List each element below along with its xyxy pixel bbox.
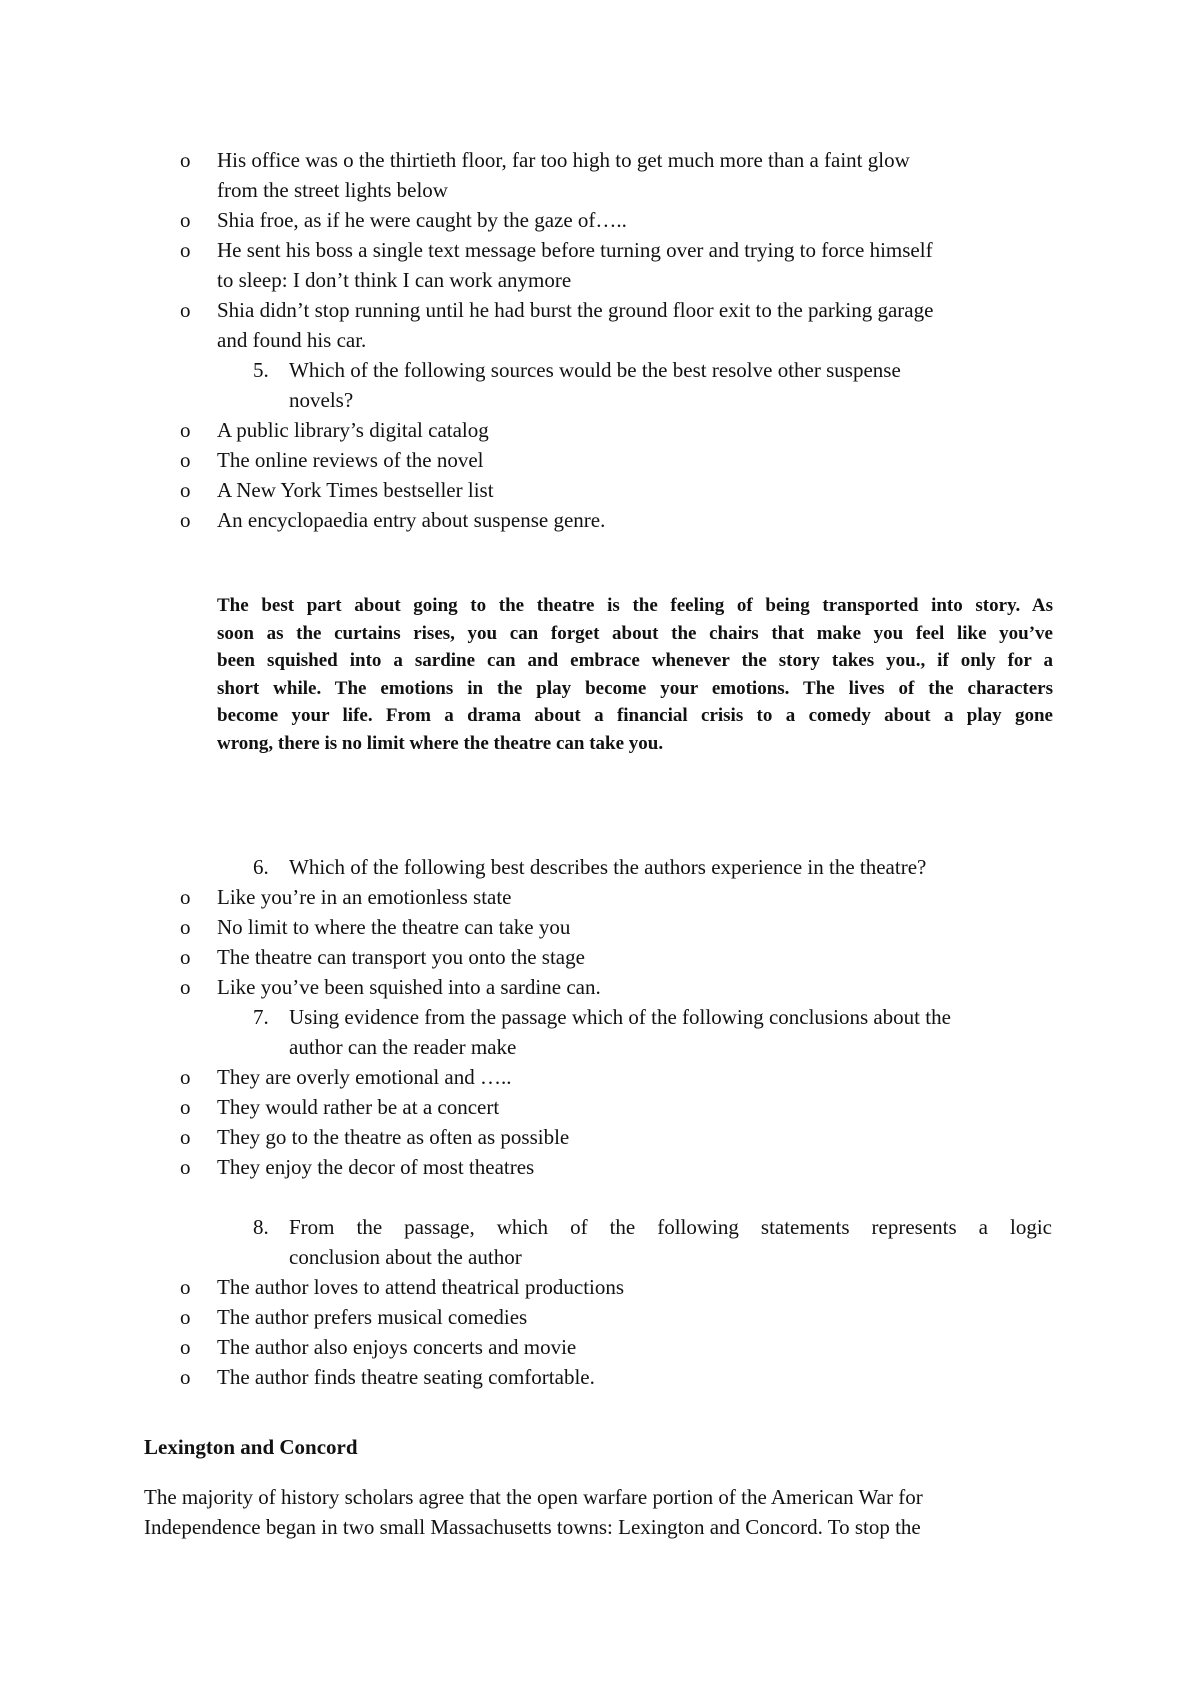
answer-option: They enjoy the decor of most theatres [217, 1155, 535, 1179]
body-line: Independence began in two small Massachusetts towns: Lexington and Concord. To stop the [144, 1515, 921, 1539]
list-bullet: o [180, 1125, 191, 1149]
passage-line: wrong, there is no limit where the theatre can take you. [217, 732, 664, 754]
list-bullet: o [180, 298, 191, 322]
list-bullet: o [180, 1155, 191, 1179]
list-bullet: o [180, 148, 191, 172]
question-text: Which of the following best describes the authors experience in the theatre? [289, 855, 927, 879]
answer-option: Like you’re in an emotionless state [217, 885, 512, 909]
list-bullet: o [180, 478, 191, 502]
question-text: Which of the following sources would be the best resolve other suspense [289, 358, 901, 382]
list-item-continuation: to sleep: I don’t think I can work anymore [217, 268, 572, 292]
question-text: Using evidence from the passage which of the following conclusions about the [289, 1005, 951, 1029]
answer-option: They would rather be at a concert [217, 1095, 500, 1119]
list-bullet: o [180, 1095, 191, 1119]
list-item-continuation: from the street lights below [217, 178, 448, 202]
question-number: 8. [253, 1215, 269, 1239]
list-item-continuation: and found his car. [217, 328, 367, 352]
list-bullet: o [180, 418, 191, 442]
answer-option: No limit to where the theatre can take you [217, 915, 571, 939]
answer-option: They are overly emotional and ….. [217, 1065, 512, 1089]
answer-option: An encyclopaedia entry about suspense genre. [217, 508, 606, 532]
passage-line: been squished into a sardine can and embrace whenever the story takes you., if only for a [217, 650, 1053, 671]
answer-option: The author finds theatre seating comfortable. [217, 1365, 595, 1389]
section-heading: Lexington and Concord [144, 1435, 358, 1459]
list-bullet: o [180, 975, 191, 999]
answer-option: A public library’s digital catalog [217, 418, 489, 442]
question-number: 7. [253, 1005, 269, 1029]
list-item: Shia froe, as if he were caught by the gaze of….. [217, 208, 627, 232]
list-item: Shia didn’t stop running until he had burst the ground floor exit to the parking garage [217, 298, 934, 322]
passage-line: short while. The emotions in the play become your emotions. The lives of the characters [217, 677, 1053, 699]
list-bullet: o [180, 885, 191, 909]
theatre-passage [217, 592, 1053, 757]
question-text-continuation: conclusion about the author [289, 1245, 522, 1269]
passage-line: become your life. From a drama about a financial crisis to a comedy about a play gone [217, 705, 1053, 726]
list-item: His office was o the thirtieth floor, far too high to get much more than a faint glow [217, 148, 910, 172]
list-bullet: o [180, 945, 191, 969]
list-bullet: o [180, 448, 191, 472]
list-bullet: o [180, 915, 191, 939]
list-bullet: o [180, 208, 191, 232]
question-number: 5. [253, 358, 269, 382]
question-text-continuation: novels? [289, 388, 354, 412]
list-bullet: o [180, 1335, 191, 1359]
list-bullet: o [180, 1305, 191, 1329]
list-bullet: o [180, 238, 191, 262]
answer-option: Like you’ve been squished into a sardine can. [217, 975, 601, 999]
answer-option: The online reviews of the novel [217, 448, 484, 472]
passage-line: soon as the curtains rises, you can forget about the chairs that make you feel like you’ve [217, 622, 1053, 644]
answer-option: A New York Times bestseller list [217, 478, 494, 502]
passage-line: The best part about going to the theatre is the feeling of being transported into story. As [217, 595, 1053, 616]
question-text: From the passage, which of the following statements represents a logic [289, 1215, 1052, 1239]
answer-option: The author also enjoys concerts and movie [217, 1335, 577, 1359]
body-line: The majority of history scholars agree that the open warfare portion of the American War for [144, 1485, 923, 1509]
list-bullet: o [180, 1275, 191, 1299]
question-text-continuation: author can the reader make [289, 1035, 517, 1059]
answer-option: The theatre can transport you onto the stage [217, 945, 585, 969]
list-bullet: o [180, 508, 191, 532]
list-bullet: o [180, 1065, 191, 1089]
list-item: He sent his boss a single text message before turning over and trying to force himself [217, 238, 933, 262]
answer-option: The author prefers musical comedies [217, 1305, 528, 1329]
answer-option: The author loves to attend theatrical productions [217, 1275, 625, 1299]
question-number: 6. [253, 855, 269, 879]
answer-option: They go to the theatre as often as possible [217, 1125, 570, 1149]
list-bullet: o [180, 1365, 191, 1389]
